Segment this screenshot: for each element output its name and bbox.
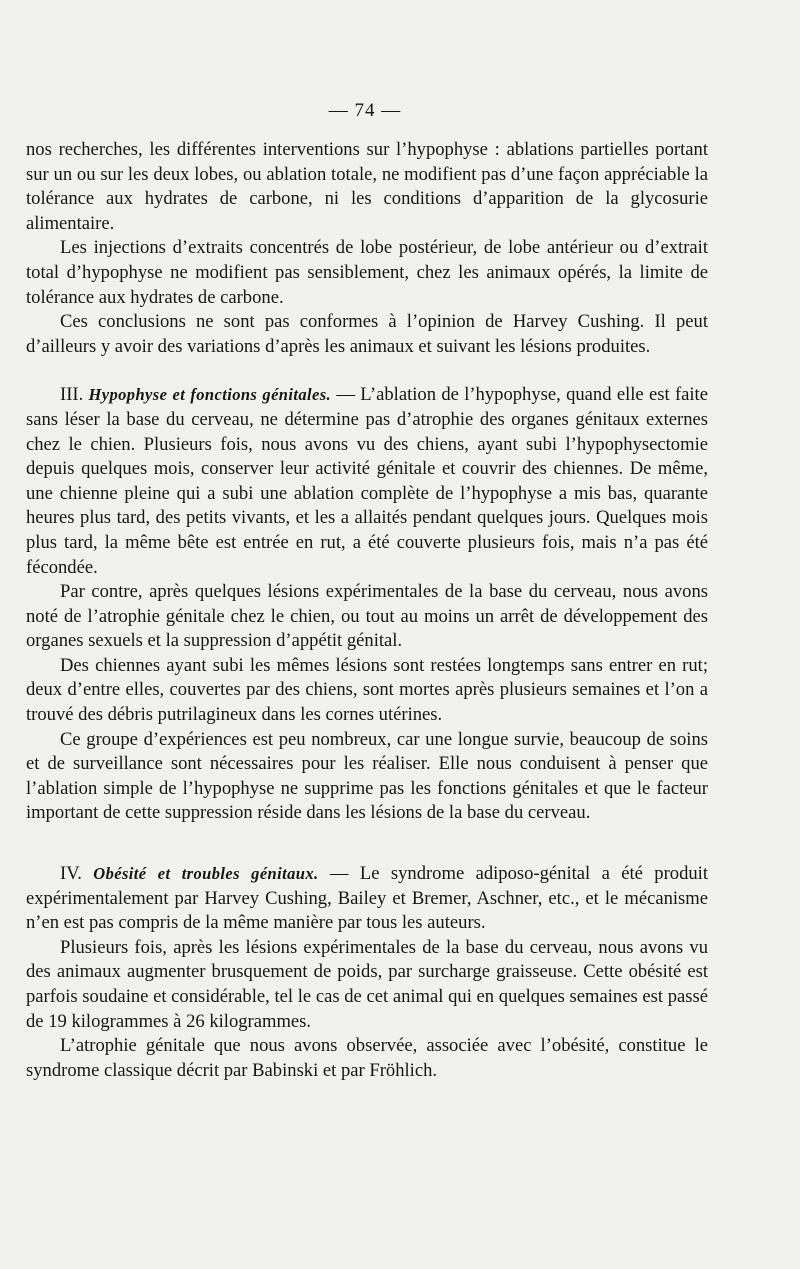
paragraph-atrophie: L’atrophie génitale que nous avons observée, associée avec l’obésité, constitue le syndrome classique décrit par Babinski et par Fröhlich. (26, 1035, 708, 1081)
paragraph-conclusions: Ces conclusions ne sont pas conformes à l’opinion de Harvey Cushing. Il peut d’ailleurs y avoir des variations d’après les animaux et suivant les lésions produites. (26, 311, 708, 357)
page-number: — 74 — (328, 100, 402, 121)
section-iii-heading: Hypophyse et fonctions génitales. (88, 385, 332, 405)
section-iv (26, 862, 708, 936)
section-iii (26, 383, 708, 580)
page-body (26, 138, 708, 1083)
section-iv-text: — Le syndrome adiposo-génital a été produit expérimentalement par Harvey Cushing, Bailey et Bremer, Aschner, etc., et le mécanisme n’en est pas compris de la même manière par tous les auteurs. (26, 863, 709, 934)
paragraph-groupe: Ce groupe d’expériences est peu nombreux, car une longue survie, beaucoup de soins et de surveillance sont nécessaires pour les réaliser. Elle nous conduisent à penser que l’ablation simple de l’hypophyse ne supprime pas les fonctions génitales et que le facteur important de cette suppression réside dans les lésions de la base du cerveau. (26, 728, 708, 824)
section-iv-heading: Obésité et troubles génitaux. (93, 864, 319, 884)
paragraph-par-contre: Par contre, après quelques lésions expérimentales de la base du cerveau, nous avons noté de l’atrophie génitale chez le chien, ou tout au moins un arrêt de développement des organes sexuels et la suppression d’appétit génital. (26, 581, 708, 652)
paragraph-injections: Les injections d’extraits concentrés de lobe postérieur, de lobe antérieur ou d’extrait total d’hypophyse ne modifient pas sensiblement, chez les animaux opérés, la limite de tolérance aux hydrates de carbone. (26, 237, 708, 308)
section-iii-number: III. (60, 384, 84, 406)
paragraph-continuation: nos recherches, les différentes interventions sur l’hypophyse : ablations partielles portant sur un ou sur les deux lobes, ou ablation totale, ne modifient pas d’une façon appréciable la tolérance aux hydrates de carbone, ni les conditions d’apparition de la glycosurie alimentaire. (26, 139, 708, 234)
section-iv-number: IV. (60, 863, 82, 885)
section-iii-text: — L’ablation de l’hypophyse, quand elle est faite sans léser la base du cerveau, ne détermine pas d’atrophie des organes génitaux externes chez le chien. Plusieurs fois, nous avons vu des chiens, ayant subi l’hypophysectomie depuis quelques mois, conserver leur activité génitale et couvrir des chiennes. De même, une chienne pleine qui a subi une ablation complète de l’hypophyse a mis bas, quarante heures plus tard, des petits vivants, et les a allaités pendant quelques jours. Quelques mois plus tard, la même bête est entrée en rut, a été couverte plusieurs fois, mais n’a pas été fécondée. (26, 384, 708, 578)
paragraph-plusieurs-fois: Plusieurs fois, après les lésions expérimentales de la base du cerveau, nous avons vu des animaux augmenter brusquement de poids, par surcharge graisseuse. Cette obésité est parfois soudaine et considérable, tel le cas de cet animal qui en quelques semaines est passé de 19 kilogrammes à 26 kilogrammes. (26, 936, 708, 1032)
paragraph-chiennes: Des chiennes ayant subi les mêmes lésions sont restées longtemps sans entrer en rut; deux d’entre elles, couvertes par des chiens, sont mortes après plusieurs semaines et l’on a trouvé des débris putrilagineux dans les cornes utérines. (26, 654, 708, 726)
